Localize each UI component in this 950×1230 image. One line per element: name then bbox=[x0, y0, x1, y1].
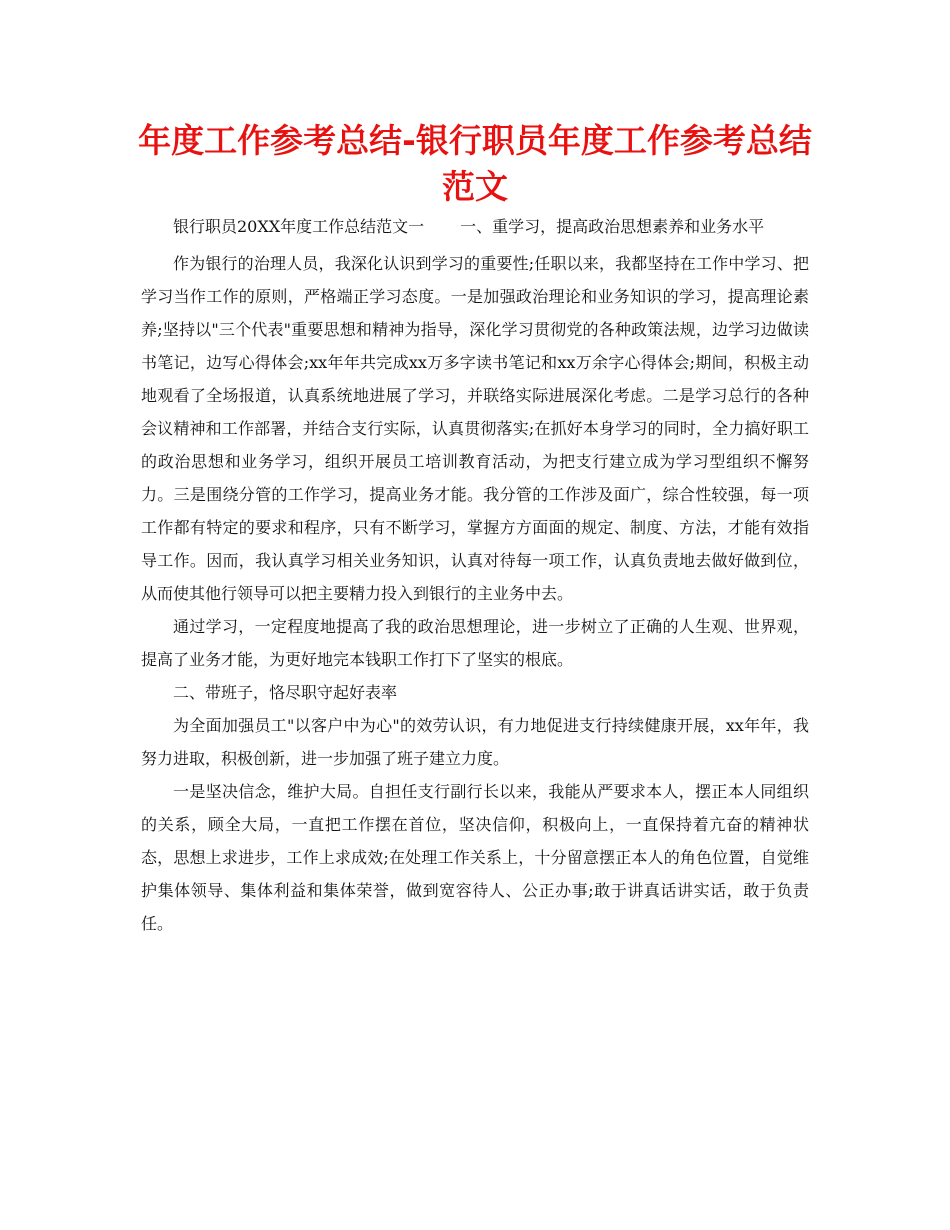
paragraph-4: 一是坚决信念，维护大局。自担任支行副行长以来，我能从严要求本人，摆正本人同组织的关系，顾全大局，一直把工作摆在首位，坚决信仰，积极向上，一直保持着亢奋的精神状态，思想上求进步，工作上求成效;在处理工作关系上，十分留意摆正本人的角色位置，自觉维护集体领导、集体利益和集体荣誉，做到宽容待人、公正办事;敢于讲真话讲实话，敢于负责任。 bbox=[141, 782, 809, 933]
section-heading-2: 二、带班子，恪尽职守起好表率 bbox=[173, 683, 398, 702]
paragraph-3: 为全面加强员工"以客户中为心"的效劳认识，有力地促进支行持续健康开展，xx年年，我努力进取，积极创新，进一步加强了班子建立力度。 bbox=[141, 716, 809, 768]
paragraph-1: 作为银行的治理人员，我深化认识到学习的重要性;任职以来，我都坚持在工作中学习、把学习当作工作的原则，严格端正学习态度。一是加强政治理论和业务知识的学习，提高理论素养;坚持以"三个代表"重要思想和精神为指导，深化学习贯彻党的各种政策法规，边学习边做读书笔记，边写心得体会;xx年年共完成xx万多字读书笔记和xx万余字心得体会;期间，积极主动地观看了全场报道，认真系统地进展了学习，并联络实际进展深化考虑。二是学习总行的各种会议精神和工作部署，并结合支行实际，认真贯彻落实;在抓好本身学习的同时，全力搞好职工的政治思想和业务学习，组织开展员工培训教育活动，为把支行建立成为学习型组织不懈努力。三是围绕分管的工作学习，提高业务才能。我分管的工作涉及面广，综合性较强，每一项工作都有特定的要求和程序，只有不断学习，掌握方方面面的规定、制度、方法，才能有效指导工作。因而，我认真学习相关业务知识，认真对待每一项工作，认真负责地去做好做到位，从而使其他行领导可以把主要精力投入到银行的主业务中去。 bbox=[141, 254, 809, 603]
document-title: 年度工作参考总结-银行职员年度工作参考总结范文 bbox=[138, 121, 812, 206]
intro-lead: 银行职员20XX年度工作总结范文一 bbox=[173, 217, 425, 236]
section-heading-1: 一、重学习，提高政治思想素养和业务水平 bbox=[460, 217, 765, 236]
paragraph-2: 通过学习，一定程度地提高了我的政治思想理论，进一步树立了正确的人生观、世界观，提高了业务才能，为更好地完本钱职工作打下了坚实的根底。 bbox=[141, 617, 809, 669]
paragraph-intro bbox=[141, 210, 809, 243]
document-body bbox=[141, 210, 809, 940]
